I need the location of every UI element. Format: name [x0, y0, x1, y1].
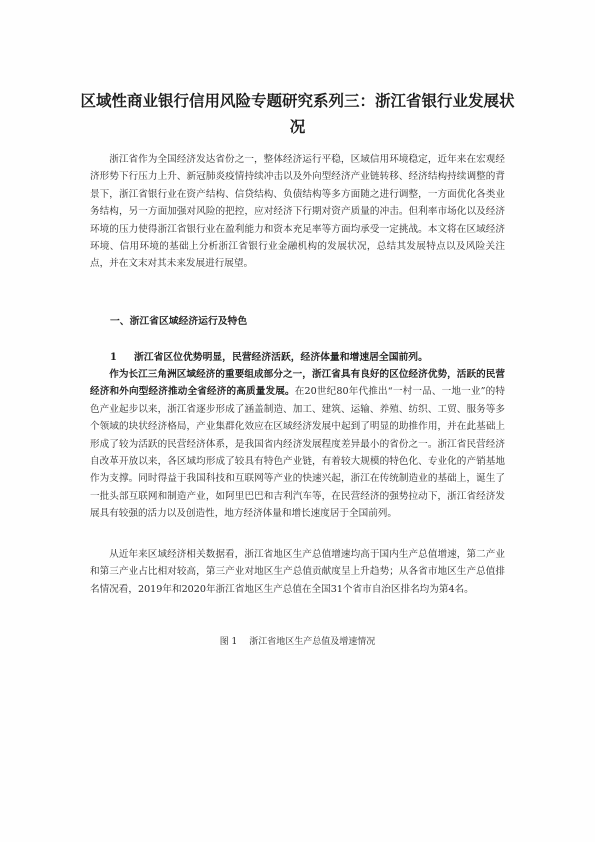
figure-caption-text: 浙江省地区生产总值及增速情况: [249, 637, 376, 647]
subsection-title: 浙江省区位优势明显，民营经济活跃，经济体量和增速居全国前列。: [134, 352, 428, 363]
figure-number: 图 1: [219, 637, 238, 647]
body-paragraph-1-lead: 作为长江三角洲区域经济的重要组成部分之一，浙江省具有良好的区位经济优势，活跃的民营经济和外向型经济推动全省经济的高质量发展。: [90, 369, 505, 398]
subsection-number: 1: [110, 352, 117, 363]
intro-paragraph: 浙江省作为全国经济发达省份之一，整体经济运行平稳，区域信用环境稳定，近年来在宏观经济形势下行压力上升、新冠肺炎疫情持续冲击以及外向型经济产业链转移、经济结构持续调整的背景下，浙江省银行业在资产结构、信贷结构、负债结构等多方面随之进行调整，一方面优化各类业务结构，另一方面加强对风险的把控，应对经济下行期对资产质量的冲击。但利率市场化以及经济环境的压力使得浙江省银行业在盈利能力和资本充足率等方面均承受一定挑战。本文将在区域经济环境、信用环境的基础上分析浙江省银行业金融机构的发展状况，总结其发展特点以及风险关注点，并在文末对其未来发展进行展望。: [90, 154, 505, 270]
subsection-heading: [110, 349, 428, 366]
document-title: 区域性商业银行信用风险专题研究系列三：浙江省银行业发展状况: [80, 91, 515, 136]
body-paragraph-1-text: 在20世纪80年代推出“一村一品、一地一业”的特色产业起步以来，浙江省逐步形成了涵盖制造、加工、建筑、运输、养殖、纺织、工贸、服务等多个领域的块状经济格局，产业集群化效应在区域经济发展中起到了明显的助推作用，并在此基础上形成了较为活跃的民营经济体系，是我国省内经济发展程度差异最小的省份之一。浙江省民营经济自改革开放以来，各区域均形成了较具有特色产业链，有着较大规模的特色化、专业化的产销基地作为支撑。同时得益于我国科技和互联网等产业的快速兴起，浙江在传统制造业的基础上，诞生了一批头部互联网和制造产业，如阿里巴巴和吉利汽车等，在民营经济的强势拉动下，浙江省经济发展具有较强的活力以及创造性，地方经济体量和增长速度居于全国前列。: [90, 386, 505, 520]
section-heading: 一、浙江省区域经济运行及特色: [110, 316, 248, 327]
figure-caption: [90, 635, 505, 649]
body-paragraph-1: [90, 366, 505, 523]
body-paragraph-2: 从近年来区域经济相关数据看，浙江省地区生产总值增速均高于国内生产总值增速，第二产业和第三产业占比相对较高，第三产业对地区生产总值贡献度呈上升趋势；从各省市地区生产总值排名情况看，2019年和2020年浙江省地区生产总值在全国31个省市自治区排名均为第4名。: [90, 549, 505, 595]
